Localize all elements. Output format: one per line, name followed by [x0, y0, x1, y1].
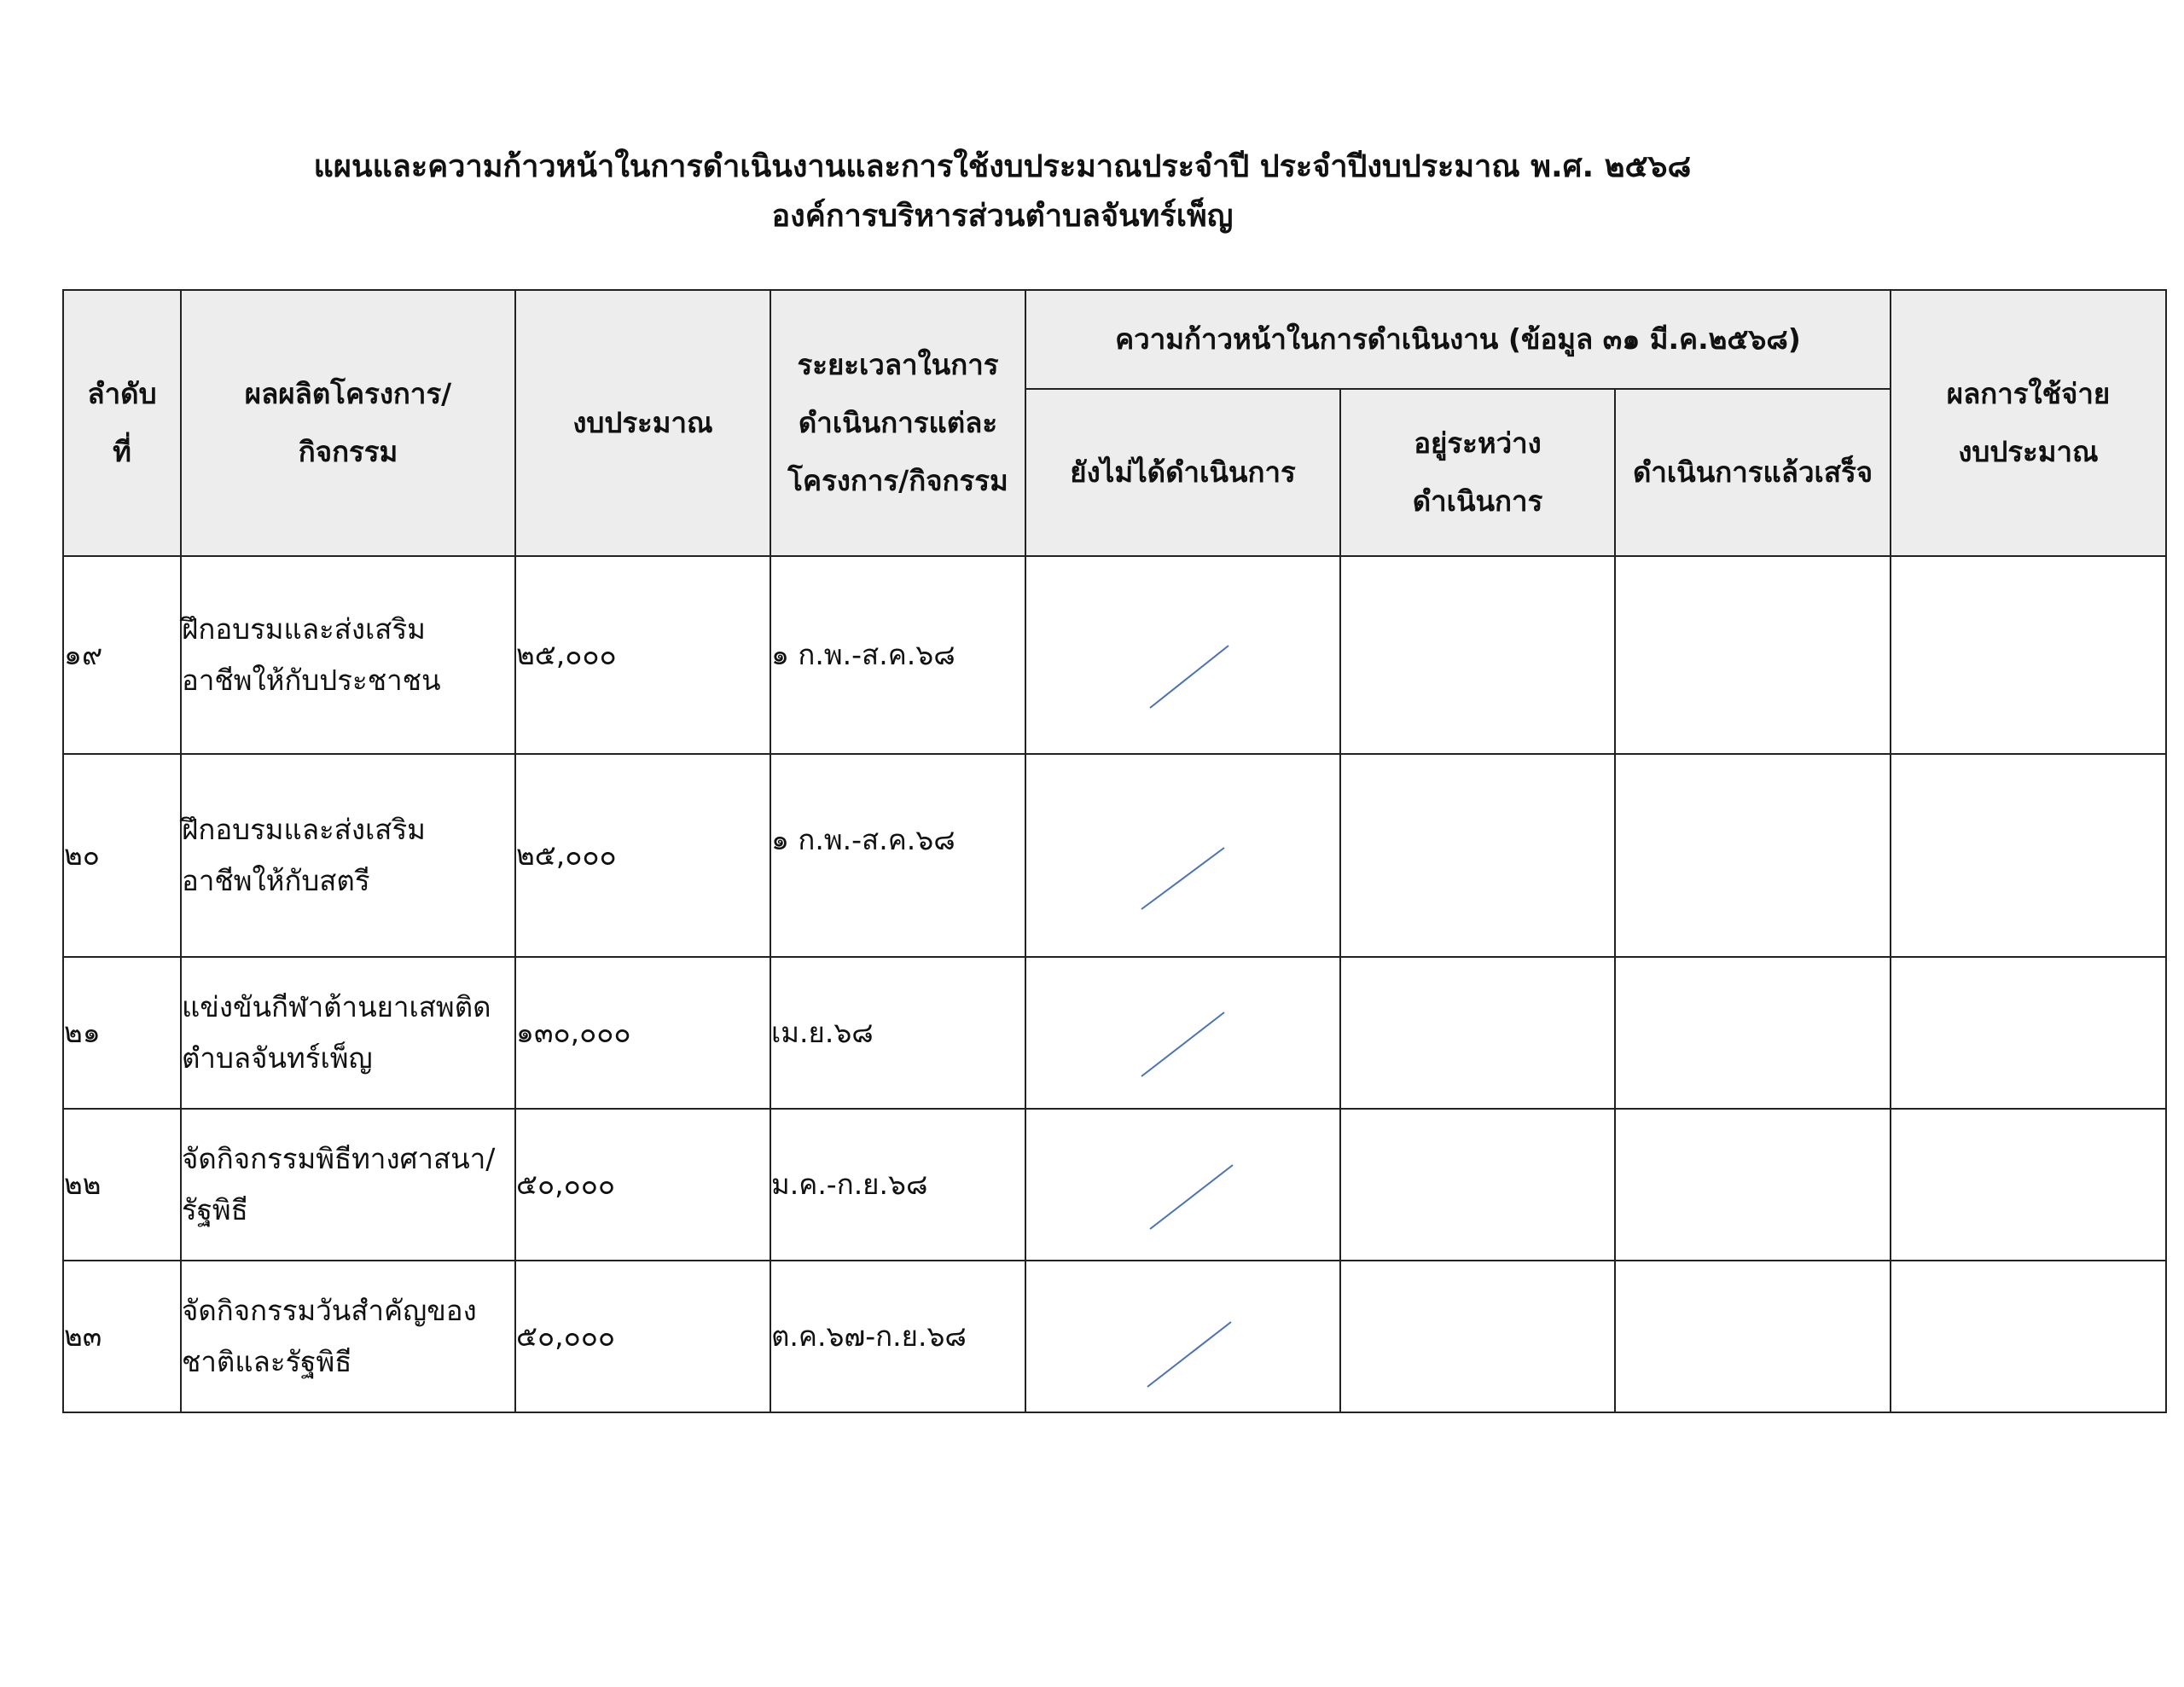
row-order: ๒๒ [63, 1109, 181, 1261]
row-in-progress-cell [1340, 754, 1615, 957]
row-project-name-line2: รัฐพิธี [182, 1193, 248, 1226]
col-header-order-line2: ที่ [113, 435, 131, 468]
row-completed-cell [1615, 1261, 1891, 1412]
row-project-name-line2: ชาติและรัฐพิธี [182, 1345, 352, 1378]
row-project-name-line1: จัดกิจกรรมพิธีทางศาสนา/ [182, 1142, 496, 1175]
col-header-order [63, 290, 181, 556]
col-header-completed: ดำเนินการแล้วเสร็จ [1615, 389, 1891, 556]
row-not-started-cell [1025, 754, 1340, 957]
row-budget: ๕๐,๐๐๐ [515, 1109, 770, 1261]
row-in-progress-cell [1340, 556, 1615, 754]
col-header-in-progress-line2: ดำเนินการ [1412, 484, 1543, 518]
row-project-name [181, 1261, 515, 1412]
table-row [63, 1109, 2166, 1261]
row-budget: ๒๕,๐๐๐ [515, 754, 770, 957]
page-title: แผนและความก้าวหน้าในการดำเนินงานและการใช้งบประมาณประจำปี ประจำปีงบประมาณ พ.ศ. ๒๕๖๘ [313, 149, 1692, 184]
row-budget: ๑๓๐,๐๐๐ [515, 957, 770, 1109]
check-mark-icon [1026, 557, 1341, 755]
row-spending-cell [1891, 1109, 2166, 1261]
row-completed-cell [1615, 556, 1891, 754]
row-project-name [181, 1109, 515, 1261]
row-completed-cell [1615, 957, 1891, 1109]
row-project-name-line2: อาชีพให้กับประชาชน [182, 664, 441, 697]
row-spending-cell [1891, 754, 2166, 957]
col-header-spending [1891, 290, 2166, 556]
check-mark-icon [1026, 958, 1341, 1110]
row-in-progress-cell [1340, 1261, 1615, 1412]
row-project-name-line1: แข่งขันกีฬาต้านยาเสพติด [182, 990, 491, 1023]
row-budget: ๕๐,๐๐๐ [515, 1261, 770, 1412]
table-row [63, 754, 2166, 957]
col-header-budget [515, 290, 770, 556]
row-completed-cell [1615, 1109, 1891, 1261]
col-header-in-progress-line1: อยู่ระหว่าง [1414, 426, 1542, 460]
row-period: ต.ค.๖๗-ก.ย.๖๘ [770, 1261, 1025, 1412]
row-project-name-line2: อาชีพให้กับสตรี [182, 864, 370, 897]
col-header-period [770, 290, 1025, 556]
col-header-period-line3: โครงการ/กิจกรรม [787, 464, 1008, 497]
row-project-name-line2: ตำบลจันทร์เพ็ญ [182, 1041, 373, 1075]
row-period: ๑ ก.พ.-ส.ค.๖๘ [770, 556, 1025, 754]
check-mark-icon [1026, 1110, 1341, 1261]
row-project-name [181, 957, 515, 1109]
row-project-name-line1: ฝึกอบรมและส่งเสริม [182, 612, 426, 646]
row-project-name [181, 556, 515, 754]
col-header-spending-line2: งบประมาณ [1958, 435, 2099, 468]
col-header-in-progress [1340, 389, 1615, 556]
col-header-not-started: ยังไม่ได้ดำเนินการ [1025, 389, 1340, 556]
row-not-started-cell [1025, 556, 1340, 754]
table-row [63, 957, 2166, 1109]
row-spending-cell [1891, 1261, 2166, 1412]
check-mark-icon [1026, 1261, 1341, 1413]
col-header-budget-text: งบประมาณ [572, 406, 713, 439]
row-completed-cell [1615, 754, 1891, 957]
row-project-name-line1: จัดกิจกรรมวันสำคัญของ [182, 1294, 477, 1327]
row-project-name [181, 754, 515, 957]
row-order: ๒๓ [63, 1261, 181, 1412]
col-header-project-line2: กิจกรรม [298, 435, 398, 468]
col-header-period-line2: ดำเนินการแต่ละ [798, 406, 998, 439]
page-subtitle: องค์การบริหารส่วนตำบลจันทร์เพ็ญ [771, 199, 1234, 234]
row-period: ๑ ก.พ.-ส.ค.๖๘ [770, 754, 1025, 957]
row-not-started-cell [1025, 1109, 1340, 1261]
col-header-order-line1: ลำดับ [87, 377, 157, 410]
row-project-name-line1: ฝึกอบรมและส่งเสริม [182, 813, 426, 846]
row-period: เม.ย.๖๘ [770, 957, 1025, 1109]
col-header-project [181, 290, 515, 556]
row-order: ๑๙ [63, 556, 181, 754]
row-in-progress-cell [1340, 957, 1615, 1109]
row-order: ๒๐ [63, 754, 181, 957]
row-period: ม.ค.-ก.ย.๖๘ [770, 1109, 1025, 1261]
row-spending-cell [1891, 556, 2166, 754]
table-row [63, 556, 2166, 754]
row-order: ๒๑ [63, 957, 181, 1109]
table-row [63, 1261, 2166, 1412]
plan-table [62, 289, 2167, 1413]
row-spending-cell [1891, 957, 2166, 1109]
col-header-progress-group: ความก้าวหน้าในการดำเนินงาน (ข้อมูล ๓๑ มี.ค.๒๕๖๘) [1025, 290, 1891, 389]
check-mark-icon [1026, 755, 1341, 958]
row-not-started-cell [1025, 957, 1340, 1109]
row-not-started-cell [1025, 1261, 1340, 1412]
row-in-progress-cell [1340, 1109, 1615, 1261]
row-budget: ๒๕,๐๐๐ [515, 556, 770, 754]
col-header-spending-line1: ผลการใช้จ่าย [1946, 377, 2111, 410]
col-header-period-line1: ระยะเวลาในการ [797, 348, 999, 381]
col-header-project-line1: ผลผลิตโครงการ/ [244, 377, 452, 410]
